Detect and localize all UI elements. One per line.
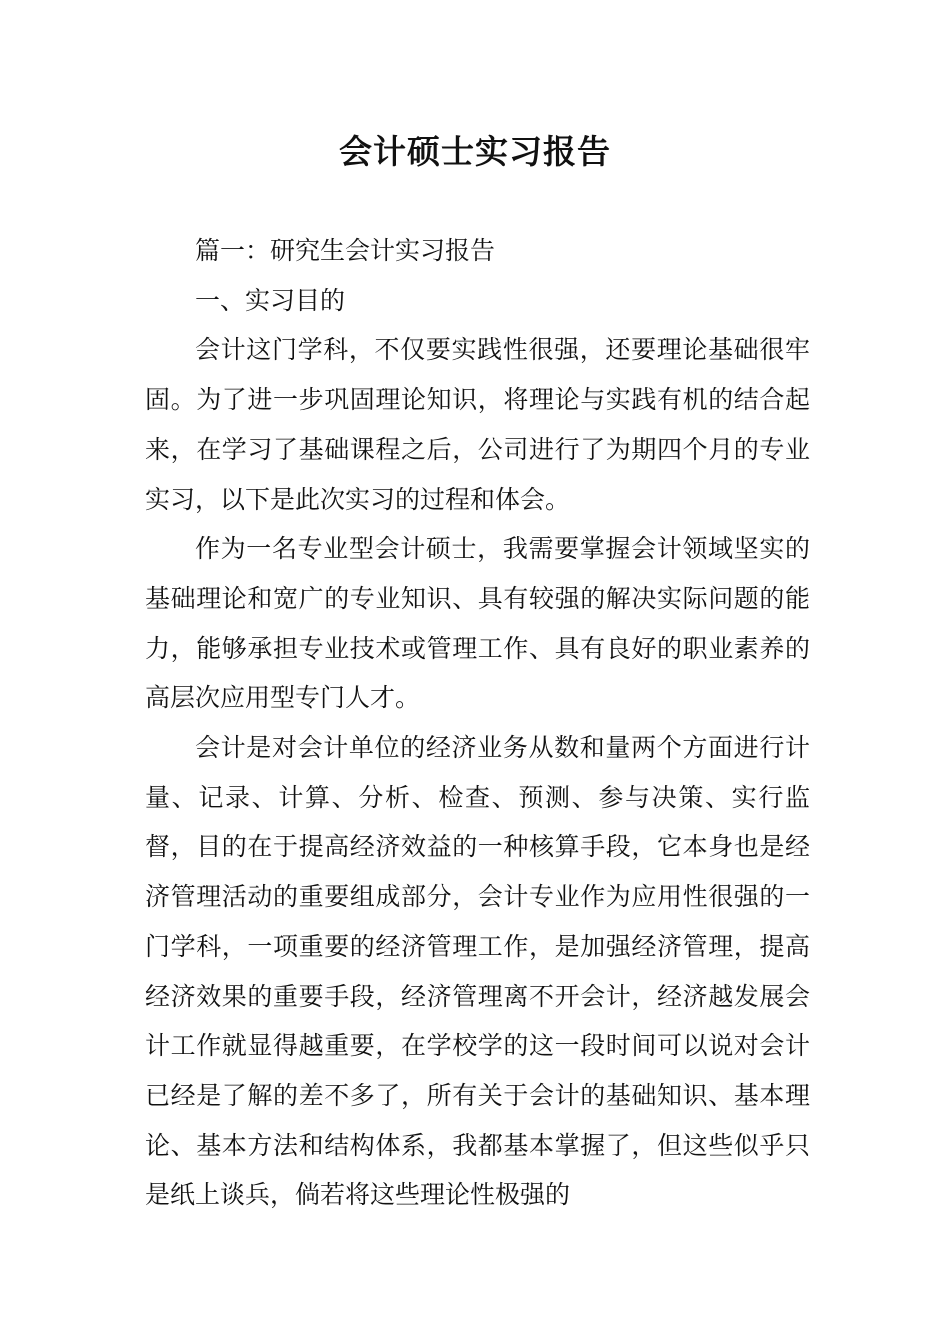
section-heading: 篇一：研究生会计实习报告 xyxy=(195,236,496,265)
document-body xyxy=(145,226,810,1220)
body-paragraph: 会计是对会计单位的经济业务从数和量两个方面进行计量、记录、计算、分析、检查、预测、参与决策、实行监督，目的在于提高经济效益的一种核算手段，它本身也是经济管理活动的重要组成部分，会计专业作为应用性很强的一门学科，一项重要的经济管理工作，是加强经济管理，提高经济效果的重要手段，经济管理离不开会计，经济越发展会计工作就显得越重要，在学校学的这一段时间可以说对会计已经是了解的差不多了，所有关于会计的基础知识、基本理论、基本方法和结构体系，我都基本掌握了，但这些似乎只是纸上谈兵，倘若将这些理论性极强的 xyxy=(145,733,810,1210)
body-paragraph: 会计这门学科，不仅要实践性很强，还要理论基础很牢固。为了进一步巩固理论知识，将理论与实践有机的结合起来，在学习了基础课程之后，公司进行了为期四个月的专业实习，以下是此次实习的过程和体会。 xyxy=(145,335,810,514)
subsection-heading: 一、实习目的 xyxy=(195,285,346,315)
body-paragraph: 作为一名专业型会计硕士，我需要掌握会计领域坚实的基础理论和宽广的专业知识、具有较强的解决实际问题的能力，能够承担专业技术或管理工作、具有良好的职业素养的高层次应用型专门人才。 xyxy=(145,534,810,713)
document-title: 会计硕士实习报告 xyxy=(339,132,611,171)
